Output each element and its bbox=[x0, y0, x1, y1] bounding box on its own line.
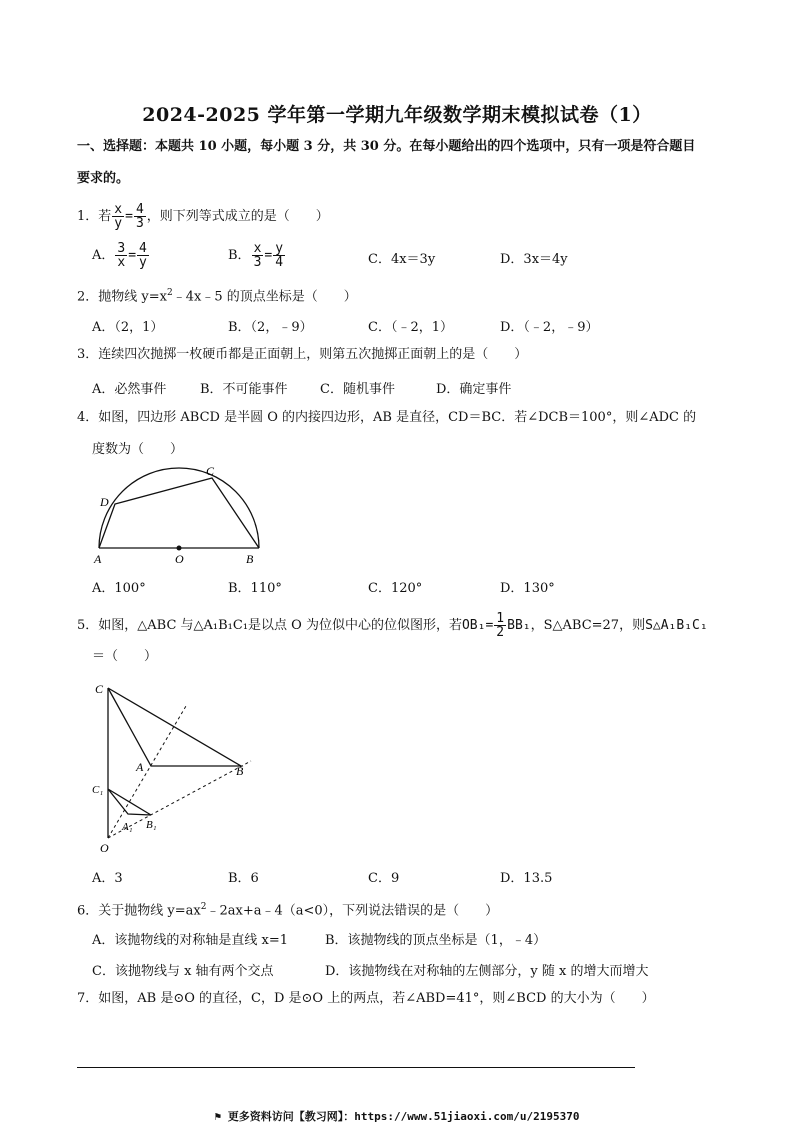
q6-option-a[interactable]: A．该抛物线的对称轴是直线 x=1 bbox=[92, 933, 289, 948]
q1-option-d[interactable]: D．3x＝4y bbox=[500, 252, 568, 267]
q1-prefix: 1．若 bbox=[77, 209, 112, 224]
q2-option-d[interactable]: D．（﹣2，﹣9） bbox=[500, 320, 599, 335]
flag-icon: ⚑ bbox=[214, 1110, 228, 1123]
q4-option-b[interactable]: B．110° bbox=[228, 581, 282, 596]
q5-label-a1: A₁ bbox=[122, 821, 133, 833]
q1-option-b[interactable]: B． $\frac{x}{3}$ = $\frac{y}{4}$ bbox=[228, 241, 284, 270]
q5-label-o: O bbox=[100, 841, 109, 855]
q4-label-b: B bbox=[246, 552, 254, 566]
q2-option-a[interactable]: A．（2，1） bbox=[92, 320, 164, 335]
q4-semicircle-figure bbox=[88, 462, 268, 570]
question-6-stem: 6．关于抛物线 $y=ax^2﹣2ax+a﹣4(a<0)$，下列说法错误的是（ ） bbox=[77, 902, 499, 919]
q5-label-b1: B₁ bbox=[146, 819, 157, 831]
q1-option-a[interactable]: A． $\frac{3}{x}$ = $\frac{4}{y}$ bbox=[92, 241, 147, 270]
question-4-stem-cont: 度数为（ ） bbox=[92, 442, 184, 457]
q6-option-c[interactable]: C．该抛物线与 x 轴有两个交点 bbox=[92, 964, 274, 979]
q5-option-c[interactable]: C．9 bbox=[368, 871, 400, 886]
q3-option-a[interactable]: A．必然事件 bbox=[92, 382, 167, 397]
question-4-stem: 4．如图，四边形 ABCD 是半圆 O 的内接四边形，AB 是直径，CD＝BC．若∠DCB＝100°，则∠ADC 的 bbox=[77, 410, 697, 425]
q4-option-d[interactable]: D．130° bbox=[500, 581, 555, 596]
q5-homothety-figure bbox=[88, 676, 258, 856]
q3-option-d[interactable]: D．确定事件 bbox=[436, 382, 512, 397]
q5-label-a: A bbox=[136, 760, 144, 774]
q4-label-a: A bbox=[94, 552, 102, 566]
q4-quadrilateral bbox=[99, 478, 259, 548]
q5-label-c: C bbox=[95, 682, 104, 696]
question-3-stem: 3．连续四次抛掷一枚硬币都是正面朝上，则第五次抛掷正面朝上的是（ ） bbox=[77, 347, 528, 362]
q3-option-c[interactable]: C．随机事件 bbox=[320, 382, 395, 397]
q5-triangle-a1b1c1 bbox=[108, 789, 151, 815]
question-2-stem: 2．抛物线 $y=x^2﹣4x﹣5$ 的顶点坐标是（ ） bbox=[77, 288, 357, 305]
q6-option-d[interactable]: D．该抛物线在对称轴的左侧部分，y 随 x 的增大而增大 bbox=[325, 964, 649, 979]
q5-label-b: B bbox=[236, 764, 244, 778]
q5-option-b[interactable]: B．6 bbox=[228, 871, 259, 886]
question-1-stem: 1．若 $\frac{x}{y}$ = $\frac{4}{3}$ ，则下列等式成立的是（ ） bbox=[77, 202, 329, 231]
q4-option-c[interactable]: C．120° bbox=[368, 581, 423, 596]
exam-title: 2024-2025 学年第一学期九年级数学期末模拟试卷（1） bbox=[142, 104, 652, 126]
q1-frac-43: $\frac{4}{3}$ bbox=[135, 202, 144, 231]
q3-option-b[interactable]: B．不可能事件 bbox=[200, 382, 288, 397]
q5-option-a[interactable]: A．3 bbox=[92, 871, 123, 886]
q4-option-a[interactable]: A．100° bbox=[92, 581, 146, 596]
q2-option-c[interactable]: C．（﹣2，1） bbox=[368, 320, 453, 335]
q5-triangle-abc bbox=[108, 688, 241, 766]
question-5-stem: 5．如图，△ABC 与△A₁B₁C₁是以点 O 为位似中心的位似图形，若OB₁= $\frac{1}{2}$ BB₁，S△ABC=27，则S△A₁B₁C₁ bbox=[77, 611, 708, 640]
section-1-heading: 一、选择题：本题共 10 小题，每小题 3 分，共 30 分。在每小题给出的四个选项中，只有一项是符合题目 bbox=[77, 139, 696, 154]
q1-frac-xy: $\frac{x}{y}$ bbox=[114, 202, 123, 231]
q4-label-o: O bbox=[175, 552, 184, 566]
q1-suffix: ，则下列等式成立的是（ ） bbox=[146, 209, 329, 224]
q4-semicircle-arc bbox=[99, 468, 259, 548]
q1-option-c[interactable]: C．4x＝3y bbox=[368, 252, 436, 267]
q6-option-b[interactable]: B．该抛物线的顶点坐标是（1，﹣4） bbox=[325, 933, 547, 948]
q5-option-d[interactable]: D．13.5 bbox=[500, 871, 553, 886]
question-5-stem-cont: ＝（ ） bbox=[92, 649, 158, 664]
q4-label-c: C bbox=[206, 464, 215, 478]
question-7-stem: 7．如图，AB 是⊙O 的直径，C，D 是⊙O 上的两点，若∠ABD=41°，则∠BCD 的大小为（ ） bbox=[77, 991, 655, 1006]
q2-option-b[interactable]: B．（2，﹣9） bbox=[228, 320, 313, 335]
section-1-heading-cont: 要求的。 bbox=[77, 171, 130, 186]
q4-label-d: D bbox=[100, 495, 109, 509]
q5-label-c1: C₁ bbox=[92, 784, 104, 796]
q4-center-point bbox=[177, 546, 182, 551]
footer-rule bbox=[77, 1067, 635, 1068]
footer-link[interactable]: ⚑ 更多资料访问【教习网】：https://www.51jiaoxi.com/u/2195370 bbox=[214, 1110, 580, 1123]
